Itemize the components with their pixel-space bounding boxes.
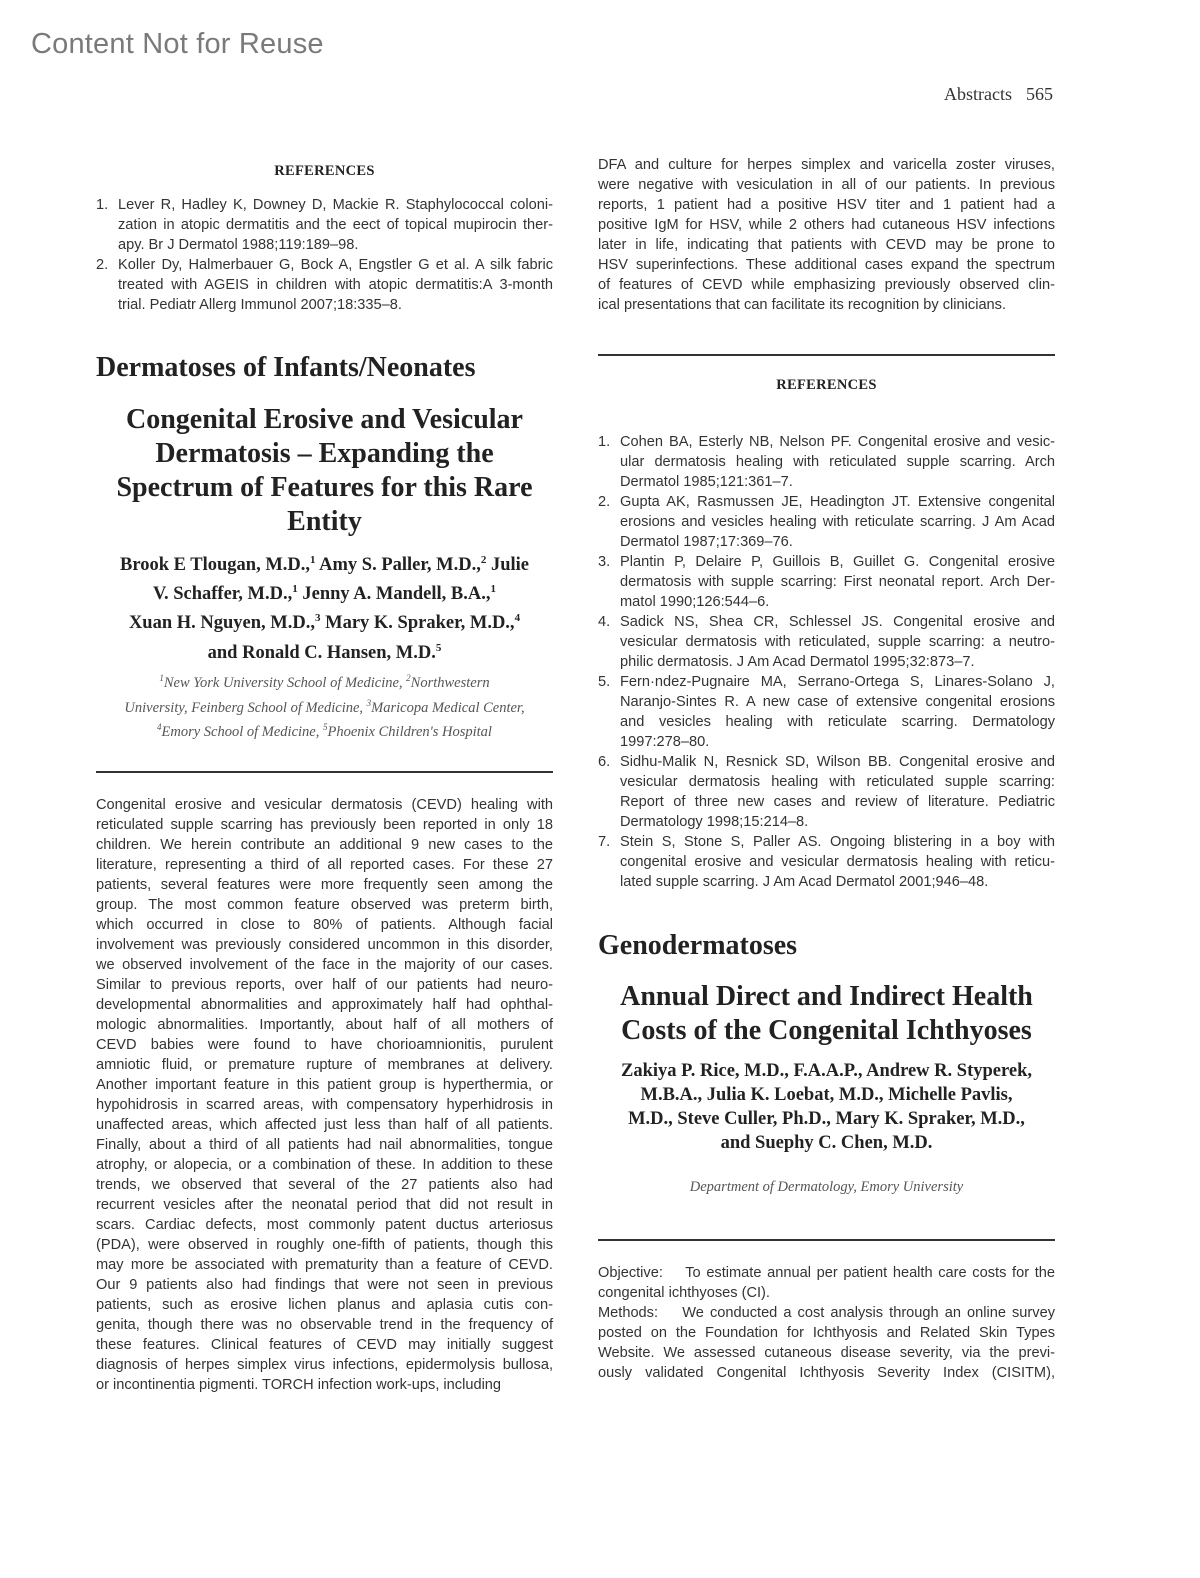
reference-item — [598, 832, 1055, 892]
affiliation: Department of Dermatology, Emory University — [689, 1179, 964, 1195]
reference-text — [620, 612, 1055, 672]
reference-number: 2. — [96, 257, 109, 273]
divider-rule — [96, 771, 553, 773]
text-line: later in life, indicating that patients with CEVD may be prone to — [598, 237, 1055, 253]
title-line: Spectrum of Features for this Rare — [116, 472, 533, 503]
reference-item — [96, 195, 553, 255]
reference-number: 4. — [598, 614, 611, 630]
title-line: Dermatosis – Expanding the — [155, 438, 494, 469]
text-line: genita, though there was no observable trend in the frequency of — [96, 1317, 553, 1333]
reference-item — [598, 672, 1055, 752]
affiliation-name: Maricopa Medical Center, — [371, 699, 525, 716]
text-line: group. The most common feature observed was preterm birth, — [96, 897, 553, 913]
affiliation-item — [159, 675, 402, 691]
text-line: posted on the Foundation for Ichthyosis and Related Skin Types — [598, 1325, 1055, 1341]
affiliation-marker: 1 — [292, 583, 298, 596]
text-line: vesicular dermatosis healing with reticulated supple scarring: — [620, 774, 1055, 790]
reference-text — [620, 832, 1055, 892]
text-line: philic dermatosis. J Am Acad Dermatol 1995;32:873–7. — [620, 654, 975, 670]
author-line: M.D., Steve Culler, Ph.D., Mary K. Spraker, M.D., — [628, 1109, 1025, 1129]
author — [319, 555, 486, 575]
text-line: Gupta AK, Rasmussen JE, Headington JT. Extensive congenital — [620, 494, 1055, 510]
text-line: atrophy, or alopecia, or a combination of these. In addition to these — [96, 1157, 553, 1173]
text-line: unaffected areas, which affected just less than half of all patients. — [96, 1117, 553, 1133]
text-line: Report of three new cases and review of literature. Pediatric — [620, 794, 1055, 810]
author — [302, 584, 496, 604]
author — [153, 584, 298, 604]
affiliation-item — [406, 675, 489, 691]
title-line: Congenital Erosive and Vesicular — [126, 404, 523, 435]
reference-number: 1. — [96, 197, 109, 213]
references-list — [598, 432, 1055, 892]
text-line: Dermatol 1987;17:369–76. — [620, 534, 793, 550]
text-line: Cohen BA, Esterly NB, Nelson PF. Congenital erosive and vesic- — [620, 434, 1055, 450]
reference-text — [620, 672, 1055, 752]
reference-number: 7. — [598, 834, 611, 850]
references-list — [96, 195, 553, 315]
affiliation-marker: 2 — [480, 554, 487, 566]
affiliations — [96, 668, 553, 742]
text-line: congenital erosive and vesicular dermatosis healing with reticu- — [620, 854, 1055, 870]
author-name: Mary K. Spraker, M.D., — [325, 613, 515, 634]
author-line — [96, 577, 553, 606]
text-line: diagnosis of herpes simplex virus infections, epidermolysis bullosa, — [96, 1357, 553, 1373]
affiliation-name: New York University School of Medicine, — [163, 674, 403, 691]
text-line: scars. Cardiac defects, most commonly patent ductus arteriosus — [96, 1217, 553, 1233]
author-name: Brook E Tlougan, M.D., — [120, 555, 311, 576]
reference-text — [620, 552, 1055, 612]
text-line: hypohidrosis in scarred areas, with compensatory hyperhidrosis in — [96, 1097, 553, 1113]
page-number: 565 — [1026, 84, 1053, 104]
affiliation-item — [323, 724, 492, 740]
text-line: zation in atopic dermatitis and the eect of topical mupirocin ther- — [118, 217, 553, 233]
reference-number: 6. — [598, 754, 611, 770]
reference-number: 2. — [598, 494, 611, 510]
text-line: Dermatology 1998;15:214–8. — [620, 814, 809, 830]
text-line: amniotic fluid, or premature rupture of membranes at delivery. — [96, 1057, 553, 1073]
text-line: trial. Pediatr Allerg Immunol 2007;18:335–8. — [118, 297, 402, 313]
reference-item — [598, 752, 1055, 832]
text-line: Congenital erosive and vesicular dermatosis (CEVD) healing with — [96, 797, 553, 813]
title-line: Entity — [287, 506, 362, 537]
text-line: ical presentations that can facilitate its recognition by clinicians. — [598, 297, 1007, 313]
author-line — [96, 548, 553, 577]
text-line: Website. We assessed cutaneous disease severity, via the previ- — [598, 1345, 1055, 1361]
reference-number: 3. — [598, 554, 611, 570]
text-line: erosions and vesicles healing with reticulate scarring. J Am Acad — [620, 514, 1055, 530]
text-line: CEVD babies were found to have chorioamnionitis, purulent — [96, 1037, 553, 1053]
text-line: developmental abnormalities and approximately half had ophthal- — [96, 997, 553, 1013]
title-line: Costs of the Congenital Ichthyoses — [621, 1015, 1032, 1046]
text-line: Sadick NS, Shea CR, Schlessel JS. Congenital erosive and — [620, 614, 1055, 630]
reference-text — [118, 195, 553, 255]
affiliation-marker: 3 — [366, 697, 372, 708]
author-line: M.B.A., Julia K. Loebat, M.D., Michelle Pavlis, — [640, 1085, 1013, 1105]
author-name: Amy S. Paller, M.D., — [319, 555, 481, 576]
text-line: we observed involvement of the face in the majority of our cases. — [96, 957, 553, 973]
affiliation-marker: 5 — [322, 722, 328, 733]
author — [129, 613, 321, 633]
reference-item — [598, 432, 1055, 492]
text-line: patients, such as erosive lichen planus and aplasia cutis con- — [96, 1297, 553, 1313]
text-line: ular dermatosis healing with reticulated supple scarring. Arch — [620, 454, 1055, 470]
affiliation-item — [366, 697, 525, 716]
text-line: reports, 1 patient had a positive HSV titer and 1 patient had a — [598, 197, 1055, 213]
abstract-body — [598, 1263, 1055, 1383]
text-line: children. We herein contribute an additional 9 new cases to the — [96, 837, 553, 853]
text-line: which occurred in close to 80% of patients. Although facial — [96, 917, 553, 933]
reference-item — [598, 492, 1055, 552]
text-line: mologic abnormalities. Importantly, about half of all mothers of — [96, 1017, 553, 1033]
text-line: Methods: We conducted a cost analysis through an online survey — [598, 1305, 1055, 1321]
author-list — [598, 1059, 1055, 1155]
text-line: Similar to previous reports, over half of our patients had neuro- — [96, 977, 553, 993]
affiliation-marker: 3 — [315, 612, 321, 625]
affiliation-name: Emory School of Medicine, — [161, 724, 320, 741]
running-head — [944, 84, 1053, 105]
text-line: Koller Dy, Halmerbauer G, Bock A, Engstler G et al. A silk fabric — [118, 257, 553, 273]
text-line: Lever R, Hadley K, Downey D, Mackie R. Staphylococcal coloni- — [118, 197, 553, 213]
divider-rule — [598, 1239, 1055, 1241]
running-head-section: Abstracts — [944, 84, 1012, 104]
section-title: Dermatoses of Infants/Neonates — [96, 352, 476, 383]
references-heading: REFERENCES — [274, 163, 375, 179]
text-line: these features. Clinical features of CEVD may initially suggest — [96, 1337, 553, 1353]
reference-item — [96, 255, 553, 315]
author-name: V. Schaffer, M.D., — [153, 584, 293, 605]
author — [325, 613, 520, 633]
text-line: patients, several features were more frequently seen among the — [96, 877, 553, 893]
text-line: literature, representing a third of all reported cases. For these 27 — [96, 857, 553, 873]
affiliation-marker: 1 — [490, 583, 496, 596]
reference-item — [598, 612, 1055, 672]
author-line — [96, 635, 553, 664]
text-line: positive IgM for HSV, while 2 others had cutaneous HSV infections — [598, 217, 1055, 233]
text-line: Our 9 patients also had findings that were not seen in previous — [96, 1277, 553, 1293]
text-line: apy. Br J Dermatol 1988;119:189–98. — [118, 237, 359, 253]
text-line: matol 1990;126:544–6. — [620, 594, 770, 610]
abstract-body — [96, 795, 553, 1395]
text-line: involvement was previously considered uncommon in this disorder, — [96, 937, 553, 953]
article-title — [598, 980, 1055, 1048]
author-name: Jenny A. Mandell, B.A., — [302, 584, 491, 605]
affiliation-marker: 1 — [159, 673, 164, 683]
text-line: Finally, about a third of all patients had nail abnormalities, tongue — [96, 1137, 553, 1153]
author-name: Xuan H. Nguyen, M.D., — [128, 613, 315, 634]
author-line — [96, 606, 553, 635]
text-line: trends, we observed that several of the 27 patients also had — [96, 1177, 553, 1193]
author-name: and Ronald C. Hansen, M.D. — [207, 642, 436, 663]
affiliation-line — [96, 693, 553, 718]
text-line: Objective: To estimate annual per patient health care costs for the — [598, 1265, 1055, 1281]
reference-number: 1. — [598, 434, 611, 450]
text-line: 1997:278–80. — [620, 734, 710, 750]
reference-text — [118, 255, 553, 315]
affiliation-marker: 5 — [435, 641, 442, 654]
text-line: Dermatol 1985;121:361–7. — [620, 474, 793, 490]
reference-text — [620, 492, 1055, 552]
reference-text — [620, 432, 1055, 492]
affiliation-line — [96, 668, 553, 693]
section-title: Genodermatoses — [598, 930, 798, 961]
affiliation-marker: 2 — [406, 673, 411, 683]
text-line: dermatosis with supple scarring: First neonatal report. Arch Der- — [620, 574, 1055, 590]
text-line: (PDA), were observed in roughly one-fifth of patients, though this — [96, 1237, 553, 1253]
affiliation-line — [96, 718, 553, 743]
affiliation-marker: 4 — [514, 612, 521, 625]
reference-number: 5. — [598, 674, 611, 690]
text-line: Naranjo-Sintes R. A new case of extensive congenital erosions — [620, 694, 1055, 710]
text-line: Another important feature in this patient group is hyperthermia, or — [96, 1077, 553, 1093]
affiliation-item — [157, 724, 319, 740]
text-line: recurrent vesicles after the neonatal period that did not result in — [96, 1197, 553, 1213]
text-line: Sidhu-Malik N, Resnick SD, Wilson BB. Congenital erosive and — [620, 754, 1055, 770]
text-line: were negative with vesiculation in all of our patients. In previous — [598, 177, 1055, 193]
reference-text — [620, 752, 1055, 832]
affiliation-name: University, Feinberg School of Medicine, — [124, 699, 367, 716]
abstract-continuation — [598, 155, 1055, 315]
text-line: and vesicles healing with reticulate scarring. Dermatology — [620, 714, 1055, 730]
title-line: Annual Direct and Indirect Health — [620, 981, 1033, 1012]
text-line: Plantin P, Delaire P, Guillois B, Guillet G. Congenital erosive — [620, 554, 1055, 570]
text-line: Fern·ndez-Pugnaire MA, Serrano-Ortega S, Linares-Solano J, — [620, 674, 1055, 690]
text-line: of features of CEVD while emphasizing previously observed clin- — [598, 277, 1055, 293]
text-line: may more be associated with prematurity than a feature of CEVD. — [96, 1257, 553, 1273]
author — [208, 643, 442, 663]
text-line: DFA and culture for herpes simplex and varicella zoster viruses, — [598, 157, 1055, 173]
author-line: Zakiya P. Rice, M.D., F.A.A.P., Andrew R. Styperek, — [621, 1061, 1032, 1081]
divider-rule — [598, 354, 1055, 356]
text-line: or incontinentia pigmenti. TORCH infection work-ups, including — [96, 1377, 502, 1393]
affiliation-name: Northwestern — [410, 674, 490, 691]
text-line: lated supple scarring. J Am Acad Dermatol 2001;946–48. — [620, 874, 989, 890]
text-line: ously validated Congenital Ichthyosis Severity Index (CISITM), — [598, 1365, 1055, 1381]
reference-item — [598, 552, 1055, 612]
article-title — [96, 403, 553, 539]
affiliation-marker: 4 — [157, 722, 162, 733]
text-line: reticulated supple scarring has previously been reported in only 18 — [96, 817, 553, 833]
text-line: treated with AGEIS in children with atopic dermatitis:A 3-month — [118, 277, 553, 293]
author-name: Julie — [490, 555, 529, 576]
text-line: vesicular dermatosis with reticulated, supple scarring: a neutro- — [620, 634, 1055, 650]
watermark: Content Not for Reuse — [31, 28, 324, 60]
author-line: and Suephy C. Chen, M.D. — [720, 1133, 933, 1153]
text-line: HSV superinfections. These additional cases expand the spectrum — [598, 257, 1055, 273]
text-line: Stein S, Stone S, Paller AS. Ongoing blistering in a boy with — [620, 834, 1055, 850]
affiliation-name: Phoenix Children's Hospital — [327, 724, 492, 741]
author-list — [96, 548, 553, 665]
references-heading: REFERENCES — [776, 377, 877, 393]
author — [120, 555, 316, 575]
affiliation-marker: 1 — [310, 554, 316, 566]
text-line: congenital ichthyoses (CI). — [598, 1285, 770, 1301]
